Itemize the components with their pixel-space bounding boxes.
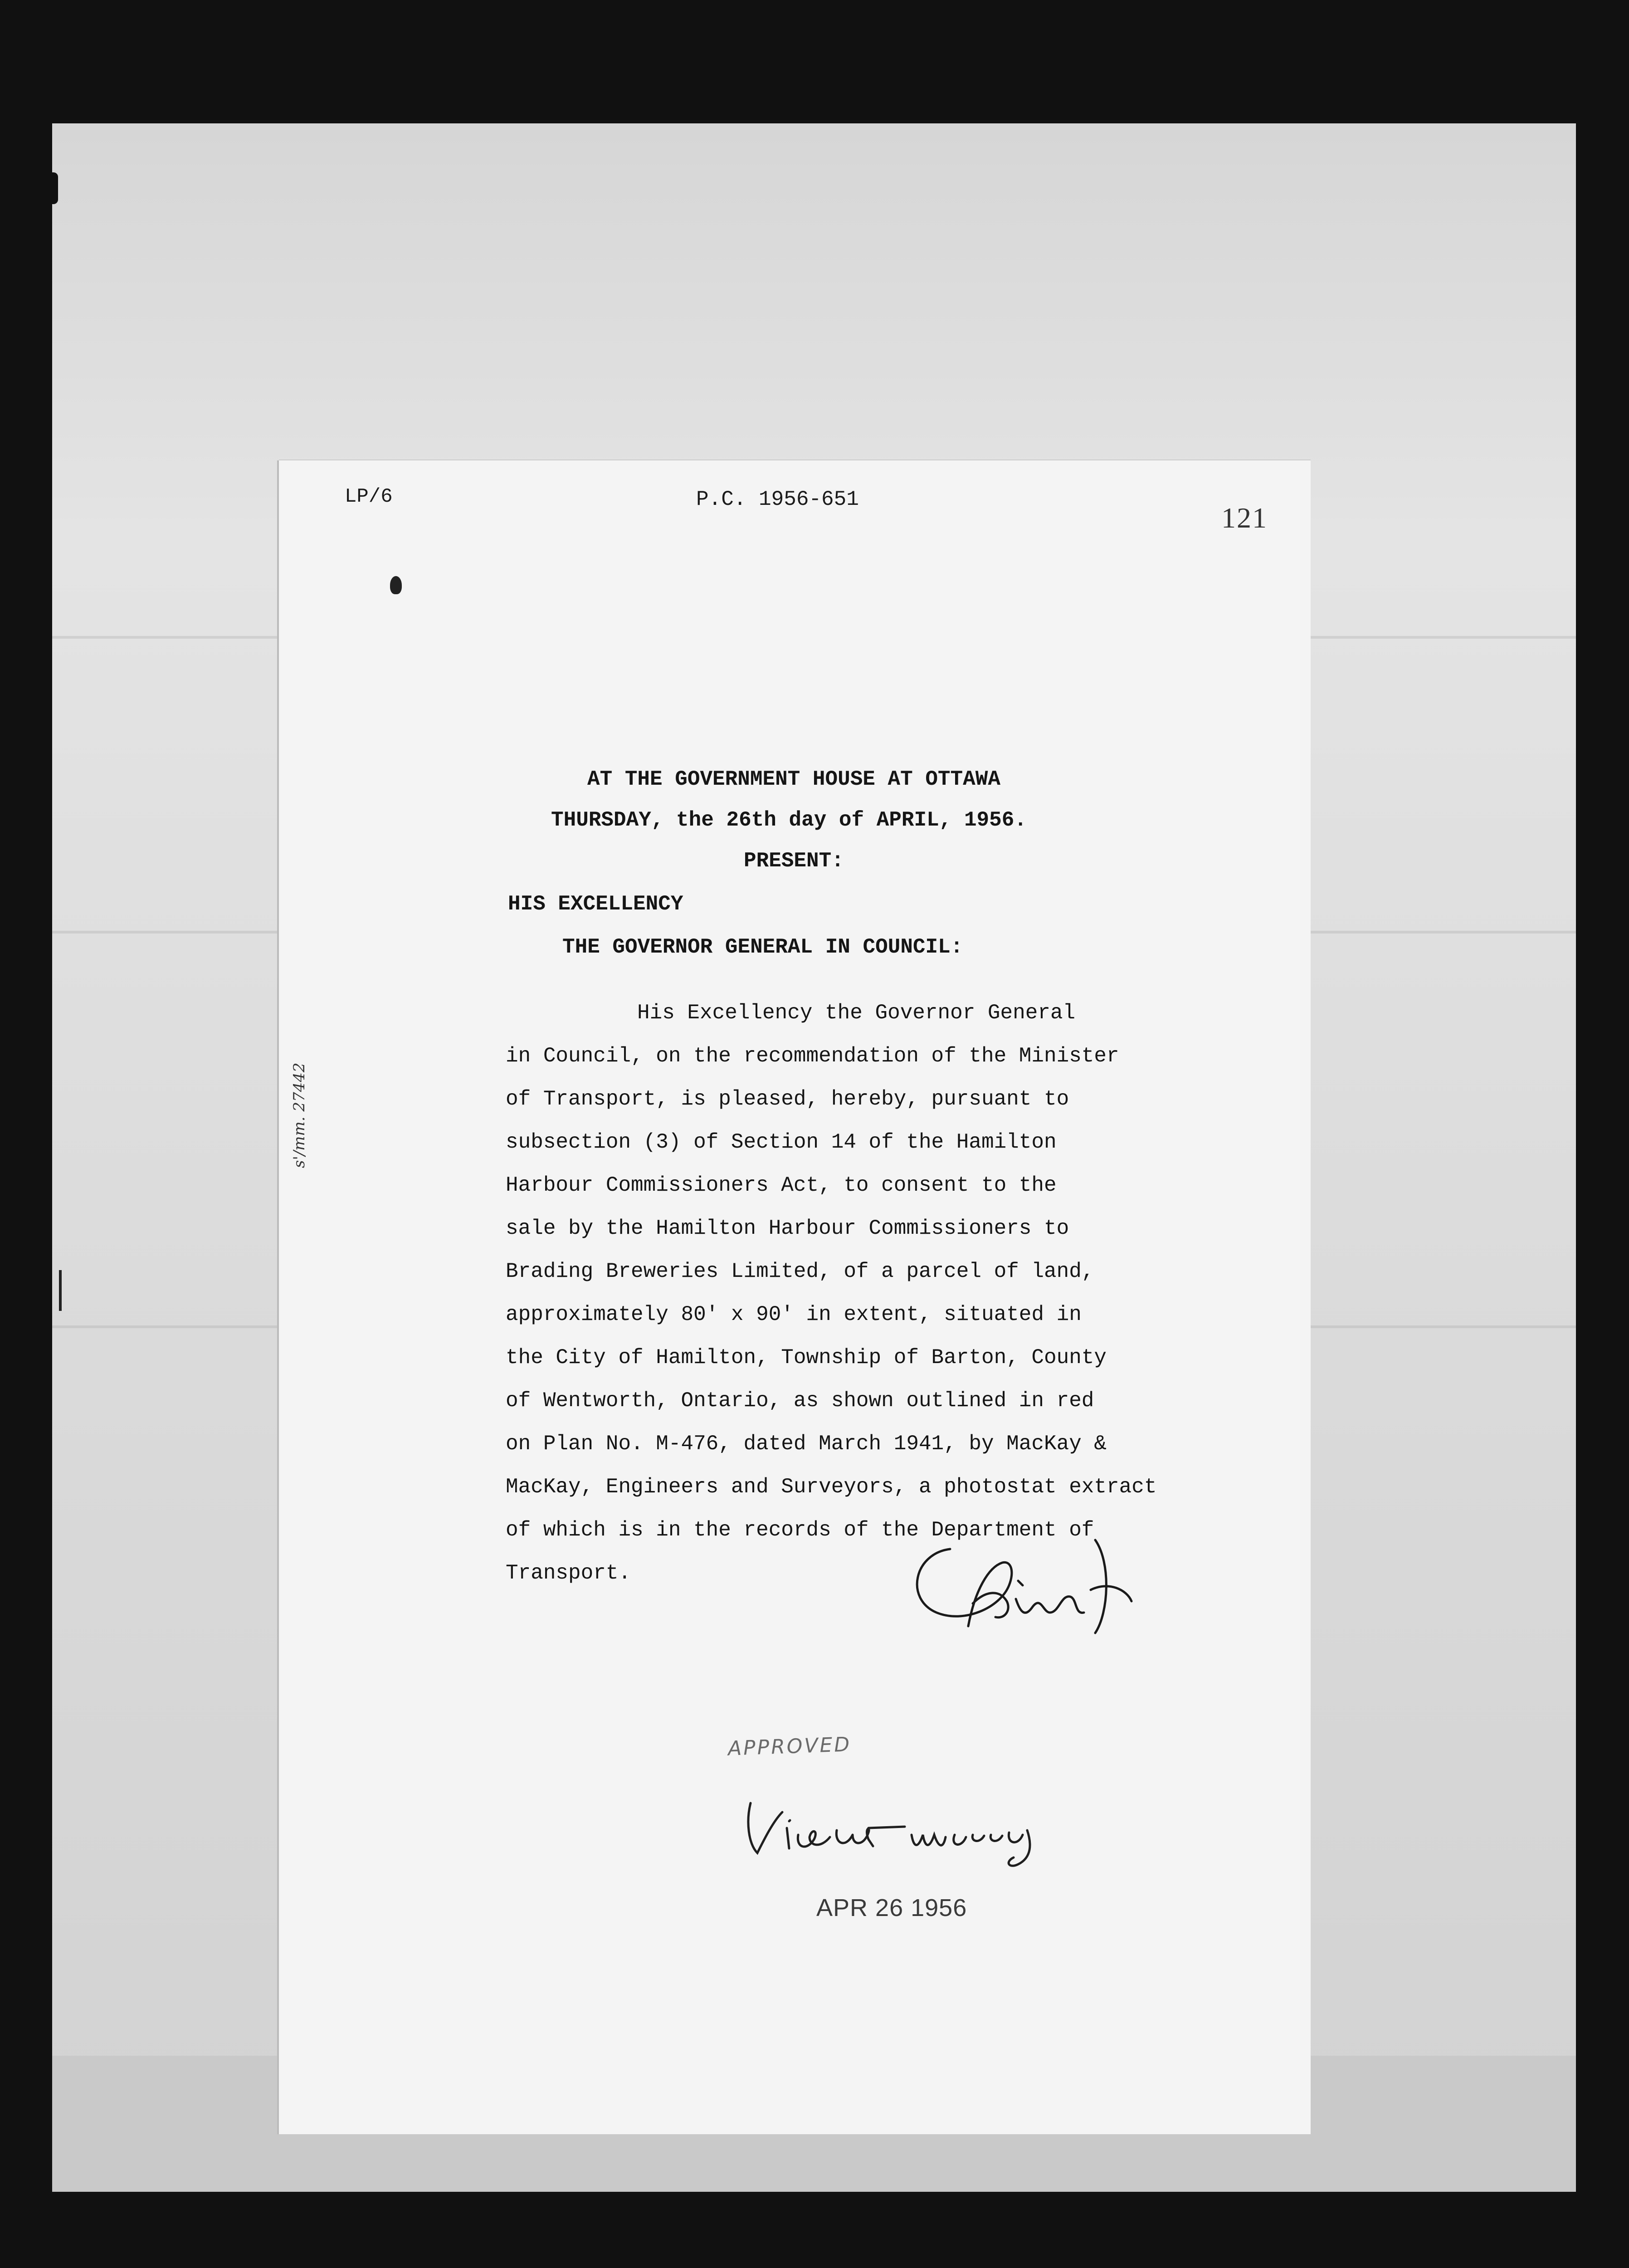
title-line-1: AT THE GOVERNMENT HOUSE AT OTTAWA bbox=[587, 767, 1000, 791]
presence-line-1: HIS EXCELLENCY bbox=[508, 892, 683, 916]
order-in-council-sheet bbox=[279, 460, 1311, 2134]
order-number: P.C. 1956-651 bbox=[696, 488, 859, 511]
body-line: approximately 80' x 90' in extent, situated in bbox=[506, 1303, 1082, 1326]
body-line: on Plan No. M-476, dated March 1941, by MacKay & bbox=[506, 1432, 1107, 1456]
presence-line-2: THE GOVERNOR GENERAL IN COUNCIL: bbox=[562, 935, 963, 959]
body-line: subsection (3) of Section 14 of the Hamilton bbox=[506, 1130, 1057, 1154]
body-line: the City of Hamilton, Township of Barton, County bbox=[506, 1346, 1107, 1369]
edge-mark bbox=[59, 1270, 62, 1311]
body-line: sale by the Hamilton Harbour Commissioners to bbox=[506, 1217, 1069, 1240]
body-line: of which is in the records of the Department of bbox=[506, 1518, 1094, 1542]
title-line-2: THURSDAY, the 26th day of APRIL, 1956. bbox=[551, 808, 1027, 832]
title-line-3: PRESENT: bbox=[744, 849, 844, 873]
body-line: of Transport, is pleased, hereby, pursuant to bbox=[506, 1087, 1069, 1111]
body-line: His Excellency the Governor General bbox=[637, 1001, 1076, 1025]
binding-notch bbox=[49, 172, 58, 204]
body-line: Brading Breweries Limited, of a parcel of land, bbox=[506, 1260, 1094, 1283]
body-line: MacKay, Engineers and Surveyors, a photostat extract bbox=[506, 1475, 1157, 1499]
governor-general-signature bbox=[732, 1785, 1059, 1871]
body-line: Transport. bbox=[506, 1561, 631, 1585]
clerk-signature bbox=[896, 1522, 1150, 1653]
file-code: LP/6 bbox=[345, 485, 393, 508]
approval-date-stamp: APR 26 1956 bbox=[816, 1894, 967, 1921]
margin-annotation: s'/mm. 27442 bbox=[290, 1062, 308, 1168]
folio-number: 121 bbox=[1221, 502, 1268, 534]
punch-hole bbox=[390, 576, 402, 594]
body-line: of Wentworth, Ontario, as shown outlined in red bbox=[506, 1389, 1094, 1413]
approved-label: APPROVED bbox=[727, 1733, 852, 1760]
body-line: in Council, on the recommendation of the Minister bbox=[506, 1044, 1119, 1068]
body-line: Harbour Commissioners Act, to consent to the bbox=[506, 1173, 1057, 1197]
